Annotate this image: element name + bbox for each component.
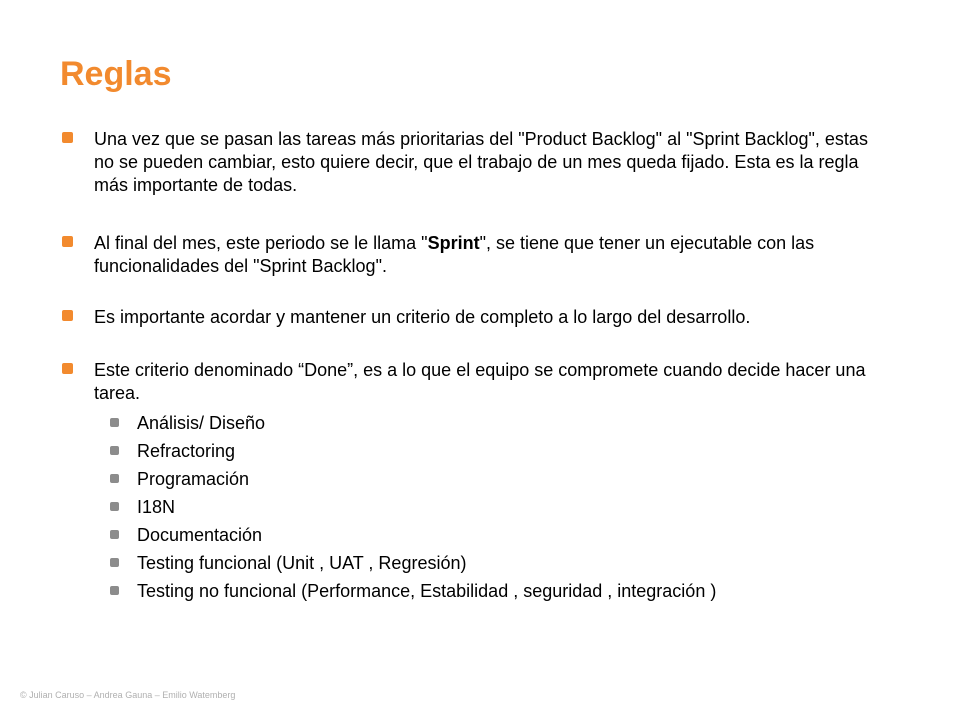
- slide-title: Reglas: [60, 55, 172, 93]
- gray-bullet-icon: [110, 530, 119, 539]
- bullet-item-rule-1: [62, 128, 882, 197]
- sub-item-testing-funcional: Testing funcional (Unit , UAT , Regresión): [110, 552, 890, 575]
- bullet-text: Este criterio denominado “Done”, es a lo que el equipo se compromete cuando decide hacer una tarea.: [94, 360, 866, 403]
- gray-bullet-icon: [110, 586, 119, 595]
- bullet-text: Una vez que se pasan las tareas más prioritarias del "Product Backlog" al "Sprint Backlog", estas no se pueden cambiar, esto quiere decir, que el trabajo de un mes queda fijado. Esta es la regla más importante de todas.: [94, 129, 868, 195]
- gray-bullet-icon: [110, 446, 119, 455]
- bullet-text: Es importante acordar y mantener un criterio de completo a lo largo del desarrollo.: [94, 307, 751, 327]
- sprint-term: Sprint: [427, 233, 480, 253]
- sub-item-i18n: I18N: [110, 496, 890, 519]
- orange-bullet-icon: [62, 236, 73, 247]
- footer-credits: © Julian Caruso – Andrea Gauna – Emilio Watemberg: [20, 690, 236, 700]
- gray-bullet-icon: [110, 418, 119, 427]
- bullet-text: Al final del mes, este periodo se le llama "Sprint", se tiene que tener un ejecutable con las funcionalidades del "Sprint Backlog".: [94, 233, 815, 276]
- bullet-item-rule-4: [62, 359, 882, 405]
- sub-item-analisis: Análisis/ Diseño: [110, 412, 890, 435]
- bullet-item-rule-2: [62, 232, 882, 278]
- orange-bullet-icon: [62, 363, 73, 374]
- sub-item-testing-no-funcional: Testing no funcional (Performance, Estabilidad , seguridad , integración ): [110, 580, 890, 603]
- gray-bullet-icon: [110, 474, 119, 483]
- orange-bullet-icon: [62, 310, 73, 321]
- sub-item-documentacion: Documentación: [110, 524, 890, 547]
- bullet-item-rule-3: [62, 306, 882, 329]
- gray-bullet-icon: [110, 558, 119, 567]
- gray-bullet-icon: [110, 502, 119, 511]
- sub-item-refractoring: Refractoring: [110, 440, 890, 463]
- sub-item-programacion: Programación: [110, 468, 890, 491]
- orange-bullet-icon: [62, 132, 73, 143]
